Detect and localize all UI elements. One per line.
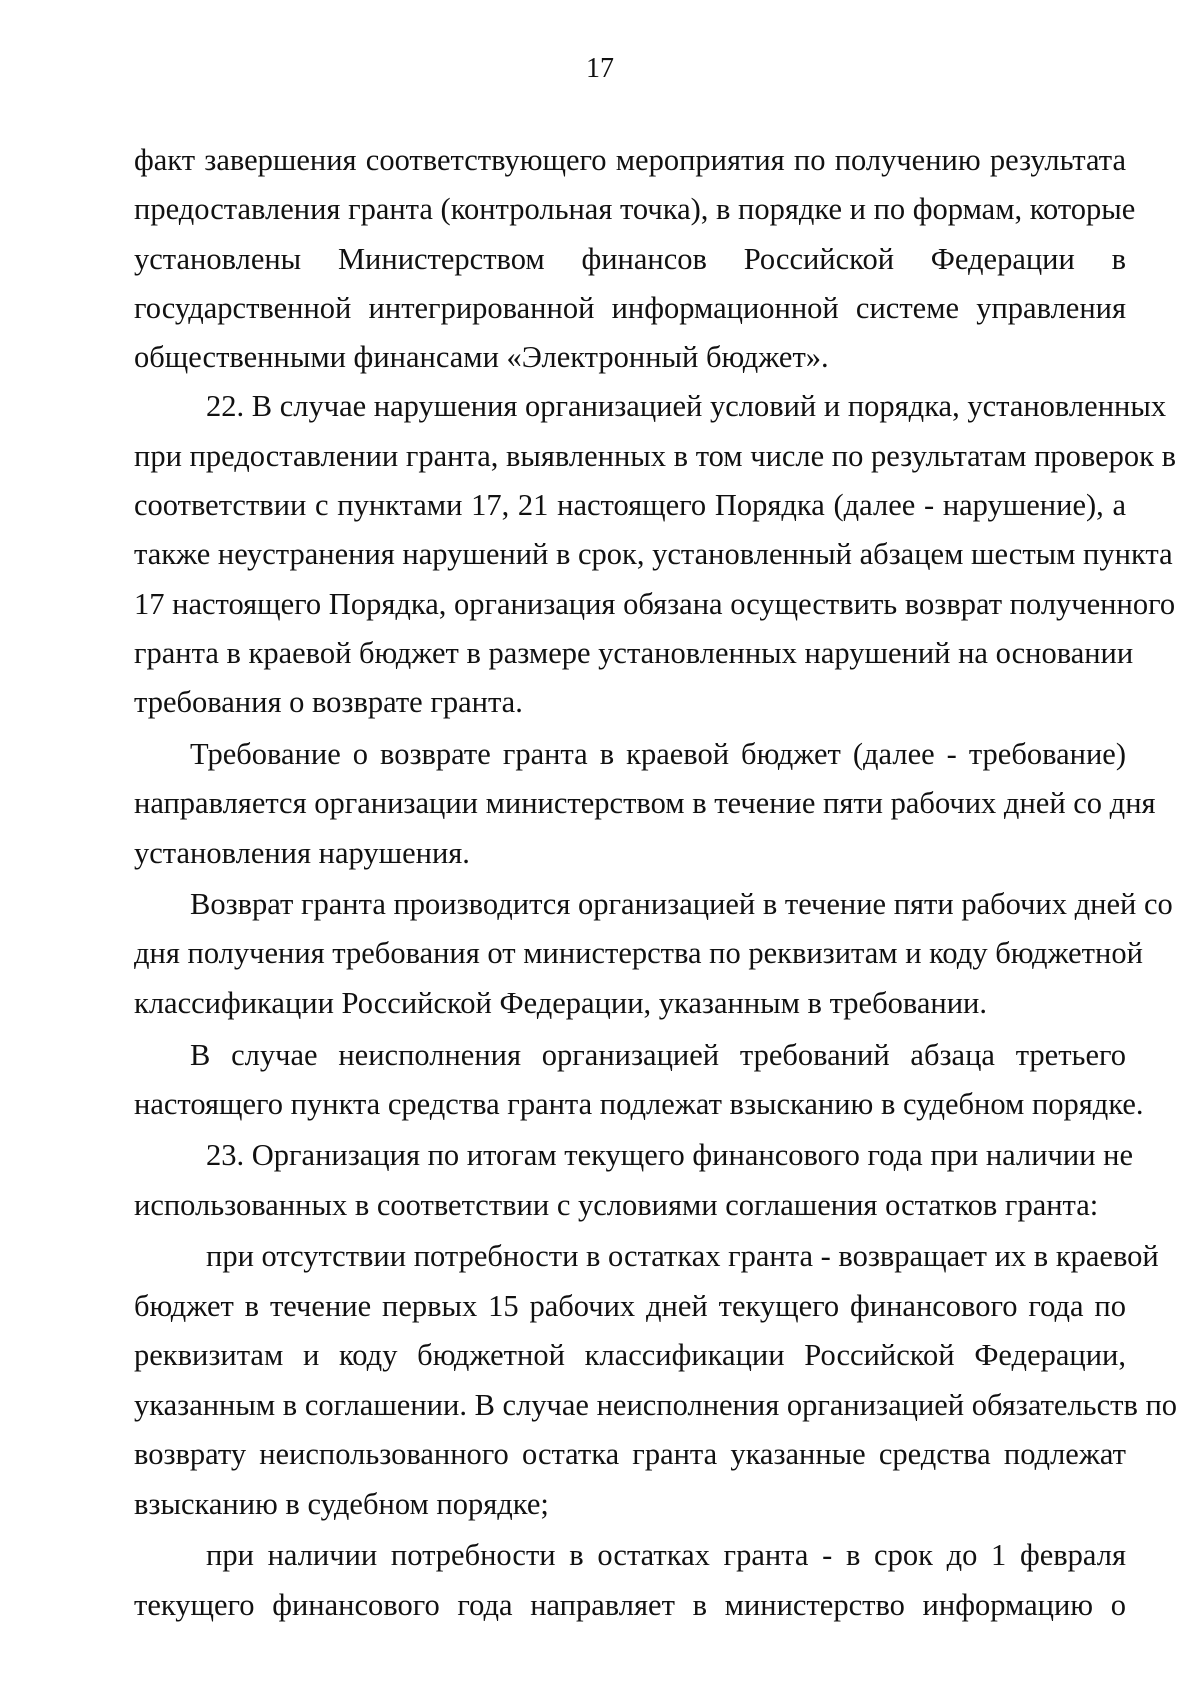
text-line: 17 настоящего Порядка, организация обязана осуществить возврат полученного — [134, 587, 1176, 621]
paragraph-first-line: при наличии потребности в остатках гранта - в срок до 1 февраля — [206, 1538, 1126, 1572]
text-line: гранта в краевой бюджет в размере установленных нарушений на основании — [134, 636, 1134, 670]
page-number: 17 — [586, 53, 614, 84]
paragraph-first-line: Возврат гранта производится организацией в течение пяти рабочих дней со — [190, 887, 1173, 921]
text-line: использованных в соответствии с условиями соглашения остатков гранта: — [134, 1188, 1099, 1222]
text-line: требования о возврате гранта. — [134, 685, 523, 719]
text-line: установлены Министерством финансов Российской Федерации в — [134, 242, 1126, 276]
text-line: возврату неиспользованного остатка гранта указанные средства подлежат — [134, 1437, 1126, 1471]
text-line: реквизитам и коду бюджетной классификации Российской Федерации, — [134, 1338, 1126, 1372]
text-line: бюджет в течение первых 15 рабочих дней текущего финансового года по — [134, 1289, 1126, 1323]
paragraph-first-line: при отсутствии потребности в остатках гранта - возвращает их в краевой — [206, 1239, 1159, 1273]
text-line: при предоставлении гранта, выявленных в том числе по результатам проверок в — [134, 439, 1176, 473]
paragraph-first-line: Требование о возврате гранта в краевой бюджет (далее - требование) — [190, 737, 1126, 771]
paragraph-first-line: 22. В случае нарушения организацией условий и порядка, установленных — [206, 389, 1167, 423]
text-line: соответствии с пунктами 17, 21 настоящего Порядка (далее - нарушение), а — [134, 488, 1126, 522]
text-line: государственной интегрированной информационной системе управления — [134, 291, 1126, 325]
text-line: направляется организации министерством в течение пяти рабочих дней со дня — [134, 786, 1156, 820]
text-line: установления нарушения. — [134, 836, 470, 870]
text-line: взысканию в судебном порядке; — [134, 1487, 549, 1521]
text-line: общественными финансами «Электронный бюджет». — [134, 340, 829, 374]
text-line: классификации Российской Федерации, указанным в требовании. — [134, 986, 987, 1020]
text-line: настоящего пункта средства гранта подлежат взысканию в судебном порядке. — [134, 1087, 1144, 1121]
text-line: указанным в соглашении. В случае неисполнения организацией обязательств по — [134, 1388, 1178, 1422]
text-line: дня получения требования от министерства по реквизитам и коду бюджетной — [134, 936, 1143, 970]
paragraph-first-line: 23. Организация по итогам текущего финансового года при наличии не — [206, 1138, 1134, 1172]
text-line: также неустранения нарушений в срок, установленный абзацем шестым пункта — [134, 537, 1173, 571]
text-line: факт завершения соответствующего мероприятия по получению результата — [134, 143, 1126, 177]
text-line: текущего финансового года направляет в министерство информацию о — [134, 1588, 1126, 1622]
text-line: предоставления гранта (контрольная точка), в порядке и по формам, которые — [134, 192, 1136, 226]
paragraph-first-line: В случае неисполнения организацией требований абзаца третьего — [190, 1038, 1126, 1072]
